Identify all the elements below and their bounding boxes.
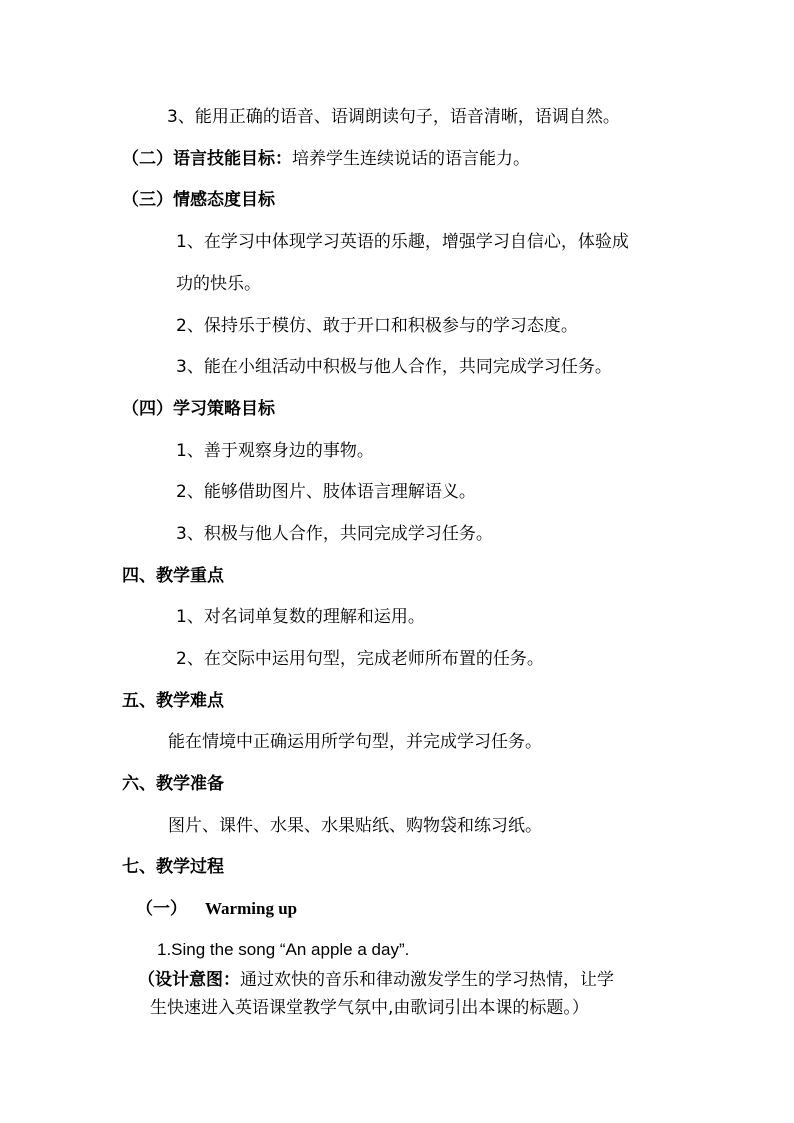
- text-line: 2、能够借助图片、肢体语言理解语义。: [176, 482, 476, 502]
- section-heading: 四、教学重点: [122, 566, 224, 586]
- text-line: 3、能在小组活动中积极与他人合作，共同完成学习任务。: [176, 357, 612, 377]
- section-heading: 七、教学过程: [122, 857, 224, 877]
- section-heading: （四）学习策略目标: [122, 399, 275, 419]
- text-line: 生快速进入英语课堂教学气氛中,由歌词引出本课的标题。）: [150, 998, 589, 1018]
- text-line: 1.Sing the song “An apple a day”.: [157, 940, 410, 959]
- text-line: 2、在交际中运用句型，完成老师所布置的任务。: [176, 649, 544, 669]
- section-heading: 五、教学难点: [122, 691, 224, 711]
- section-heading: （三）情感态度目标: [122, 190, 275, 210]
- text-line: 图片、课件、水果、水果贴纸、购物袋和练习纸。: [168, 816, 542, 836]
- text-line: 功的快乐。: [176, 274, 261, 294]
- text-line: 2、保持乐于模仿、敢于开口和积极参与的学习态度。: [176, 316, 578, 336]
- text-line: 1、在学习中体现学习英语的乐趣，增强学习自信心，体验成: [176, 232, 629, 252]
- text-line: [138, 970, 614, 990]
- design-intent-label: （设计意图：: [138, 970, 240, 990]
- text-line: [122, 149, 530, 169]
- text-line: 通过欢快的音乐和律动激发学生的学习热情，让学: [240, 970, 614, 990]
- section-title: Warming up: [205, 899, 298, 918]
- text-line: 培养学生连续说话的语言能力。: [292, 149, 530, 169]
- text-line: 1、善于观察身边的事物。: [176, 441, 374, 461]
- text-line: 3、能用正确的语音、语调朗读句子，语音清晰，语调自然。: [167, 107, 620, 127]
- section-heading: （二）语言技能目标：: [122, 149, 292, 169]
- section-heading: 六、教学准备: [122, 774, 224, 794]
- text-line: 能在情境中正确运用所学句型，并完成学习任务。: [168, 732, 542, 752]
- text-line: 1、对名词单复数的理解和运用。: [176, 607, 425, 627]
- text-line: 3、积极与他人合作，共同完成学习任务。: [176, 524, 493, 544]
- section-heading: （一）: [136, 899, 187, 919]
